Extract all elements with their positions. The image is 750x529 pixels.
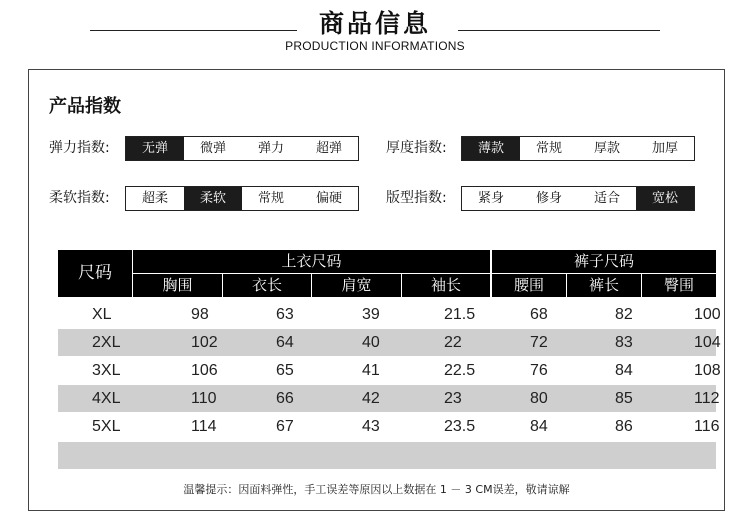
title-rule-left xyxy=(90,30,297,31)
column-header: 臀围 xyxy=(642,274,716,297)
top-size-group-header: 上衣尺码 xyxy=(133,250,490,273)
measurement-cell: 100 xyxy=(694,306,721,323)
size-cell: 4XL xyxy=(92,390,121,407)
column-header: 腰围 xyxy=(492,274,566,297)
size-header: 尺码 xyxy=(58,250,132,297)
fit-option[interactable]: 适合 xyxy=(578,187,636,210)
measurement-cell: 67 xyxy=(276,418,294,435)
softness-label: 柔软指数: xyxy=(49,190,110,206)
measurement-cell: 104 xyxy=(694,334,721,351)
measurement-cell: 98 xyxy=(191,306,209,323)
measurement-cell: 84 xyxy=(615,362,633,379)
softness-option[interactable]: 常规 xyxy=(242,187,300,210)
title-rule-right xyxy=(458,30,660,31)
softness-option[interactable]: 柔软 xyxy=(184,187,242,210)
measurement-cell: 64 xyxy=(276,334,294,351)
section-title: 产品指数 xyxy=(49,96,121,117)
thickness-option[interactable]: 常规 xyxy=(520,137,578,160)
footer-note: 温馨提示：因面料弹性，手工误差等原因以上数据在 1 － 3 CM误差，敬请谅解 xyxy=(183,483,570,496)
thickness-option[interactable]: 加厚 xyxy=(636,137,694,160)
column-header: 袖长 xyxy=(402,274,490,297)
measurement-cell: 85 xyxy=(615,390,633,407)
measurement-cell: 82 xyxy=(615,306,633,323)
measurement-cell: 63 xyxy=(276,306,294,323)
fit-label: 版型指数: xyxy=(386,190,447,206)
measurement-cell: 40 xyxy=(362,334,380,351)
measurement-cell: 108 xyxy=(694,362,721,379)
measurement-cell: 116 xyxy=(694,418,720,435)
size-cell: 3XL xyxy=(92,362,121,379)
measurement-cell: 112 xyxy=(694,390,720,407)
thickness-label: 厚度指数: xyxy=(386,140,447,156)
measurement-cell: 65 xyxy=(276,362,294,379)
measurement-cell: 42 xyxy=(362,390,380,407)
softness-option[interactable]: 偏硬 xyxy=(300,187,358,210)
measurement-cell: 68 xyxy=(530,306,548,323)
measurement-cell: 23.5 xyxy=(444,418,476,435)
measurement-cell: 22 xyxy=(444,334,462,351)
elasticity-options xyxy=(125,136,359,161)
measurement-cell: 114 xyxy=(191,418,217,435)
measurement-cell: 39 xyxy=(362,306,380,323)
measurement-cell: 23 xyxy=(444,390,462,407)
table-row xyxy=(58,357,721,384)
measurement-cell: 102 xyxy=(191,334,218,351)
measurement-cell: 76 xyxy=(530,362,548,379)
bottom-size-group-header: 裤子尺码 xyxy=(492,250,716,273)
fit-options xyxy=(461,186,695,211)
measurement-cell: 86 xyxy=(615,418,633,435)
elasticity-option[interactable]: 弹力 xyxy=(242,137,300,160)
elasticity-option[interactable]: 超弹 xyxy=(300,137,358,160)
elasticity-label: 弹力指数: xyxy=(49,140,110,156)
page-title: 商品信息 xyxy=(318,9,431,38)
thickness-option[interactable]: 薄款 xyxy=(462,137,520,160)
table-row xyxy=(58,301,721,328)
measurement-cell: 21.5 xyxy=(444,306,476,323)
measurement-cell: 72 xyxy=(530,334,548,351)
info-frame xyxy=(28,69,725,511)
table-row xyxy=(58,413,720,440)
measurement-cell: 83 xyxy=(615,334,633,351)
table-row xyxy=(58,329,721,356)
column-header: 肩宽 xyxy=(312,274,401,297)
column-header: 裤长 xyxy=(567,274,641,297)
fit-option[interactable]: 紧身 xyxy=(462,187,520,210)
size-cell: 2XL xyxy=(92,334,121,351)
measurement-cell: 22.5 xyxy=(444,362,476,379)
measurement-cell: 66 xyxy=(276,390,294,407)
softness-option[interactable]: 超柔 xyxy=(126,187,184,210)
elasticity-option[interactable]: 无弹 xyxy=(126,137,184,160)
fit-option[interactable]: 宽松 xyxy=(636,187,694,210)
table-footer-band xyxy=(58,442,716,469)
column-header: 衣长 xyxy=(223,274,311,297)
thickness-options xyxy=(461,136,695,161)
softness-options xyxy=(125,186,359,211)
measurement-cell: 80 xyxy=(530,390,548,407)
thickness-option[interactable]: 厚款 xyxy=(578,137,636,160)
measurement-cell: 41 xyxy=(362,362,380,379)
column-header: 胸围 xyxy=(133,274,222,297)
measurement-cell: 106 xyxy=(191,362,218,379)
measurement-cell: 84 xyxy=(530,418,548,435)
page-subtitle: PRODUCTION INFORMATIONS xyxy=(285,39,465,53)
fit-option[interactable]: 修身 xyxy=(520,187,578,210)
size-cell: XL xyxy=(92,306,112,323)
size-cell: 5XL xyxy=(92,418,121,435)
measurement-cell: 43 xyxy=(362,418,380,435)
table-row xyxy=(58,385,720,412)
measurement-cell: 110 xyxy=(191,390,217,407)
elasticity-option[interactable]: 微弹 xyxy=(184,137,242,160)
size-table xyxy=(58,250,721,469)
